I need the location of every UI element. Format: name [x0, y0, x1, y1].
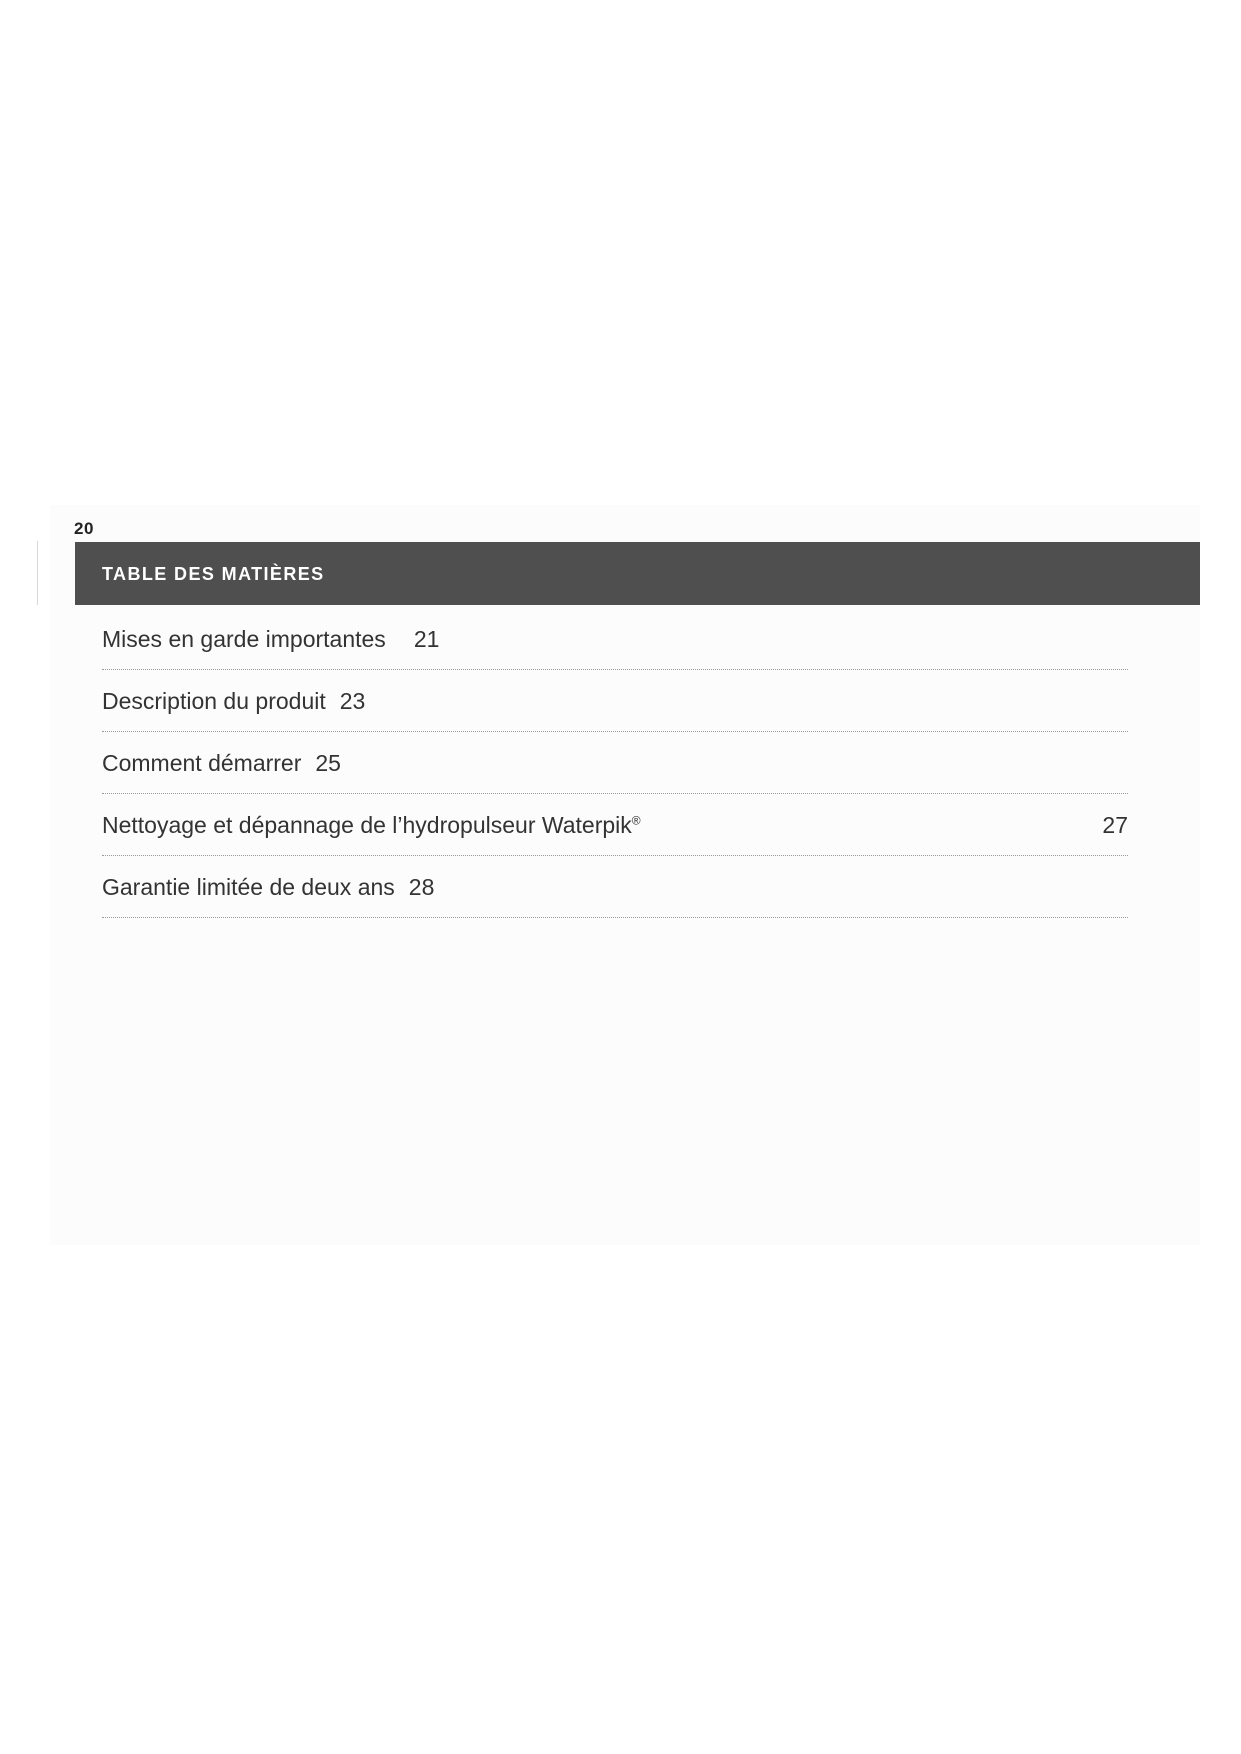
toc-entry[interactable] [102, 732, 1128, 794]
crop-mark [37, 541, 38, 605]
registered-mark: ® [631, 813, 641, 828]
toc-entry-page: 23 [339, 688, 366, 714]
toc-entry-title: Mises en garde importantes [102, 626, 386, 652]
toc-entry-title-text: Nettoyage et dépannage de l’hydropulseur Waterpik [102, 812, 632, 838]
toc-entry-title: Garantie limitée de deux ans [102, 874, 395, 900]
toc-entry[interactable] [102, 670, 1128, 732]
table-of-contents [102, 608, 1128, 918]
toc-entry[interactable] [102, 608, 1128, 670]
toc-entry-title: Description du produit [102, 688, 326, 714]
toc-entry-title [102, 812, 641, 839]
section-header [75, 542, 1200, 605]
toc-entry-page: 21 [413, 626, 440, 652]
toc-entry-page: 27 [1102, 812, 1128, 838]
toc-entry-page: 25 [315, 750, 341, 776]
section-title: TABLE DES MATIÈRES [102, 564, 325, 584]
page-number: 20 [74, 519, 94, 538]
toc-entry[interactable] [102, 856, 1128, 918]
toc-entry[interactable] [102, 794, 1128, 856]
toc-entry-page: 28 [408, 874, 435, 900]
toc-entry-title: Comment démarrer [102, 750, 302, 776]
